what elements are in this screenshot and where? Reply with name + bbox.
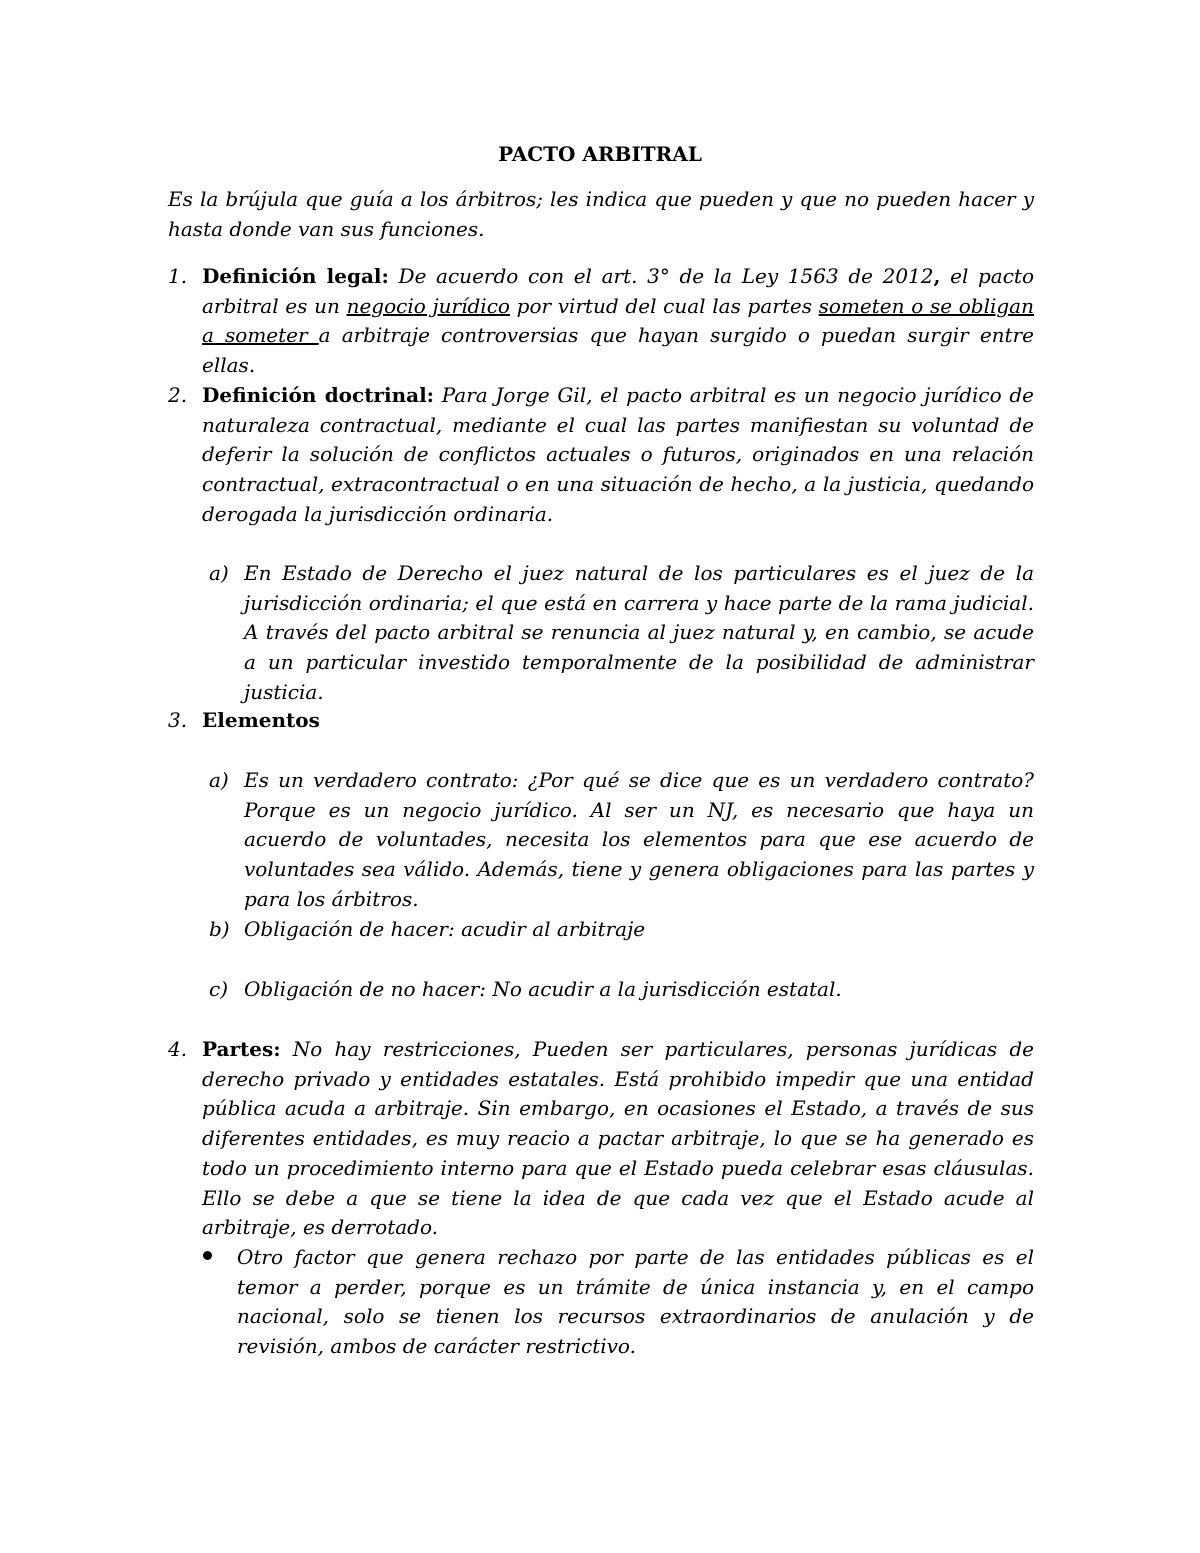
item-2-number: 2. xyxy=(168,383,188,407)
item-2-label: Definición doctrinal: xyxy=(202,383,435,407)
item-3-sub-b-text: Obligación de hacer: acudir al arbitraje xyxy=(244,917,646,941)
item-1-label: Definición legal: xyxy=(202,264,389,288)
item-4-label: Partes: xyxy=(202,1037,281,1061)
item-2-paragraph xyxy=(202,381,1034,530)
item-1-paragraph xyxy=(202,262,1034,381)
item-3-sub-a-text: Es un verdadero contrato: ¿Por qué se dice que es un verdadero contrato? Porque es un negocio jurídico. Al ser un NJ, es necesario que haya un acuerdo de voluntades, necesita los elementos para que ese acuerdo de voluntades sea válido. Además, tiene y genera obligaciones para las partes y para los árbitros. xyxy=(244,768,1034,911)
item-1-underline-someten: someten o se obligan a someter xyxy=(202,293,1034,348)
item-4-bullet-text: Otro factor que genera rechazo por parte de las entidades públicas es el temor a perder, porque es un trámite de única instancia y, en el campo nacional, solo se tienen los recursos extraordinarios de anulación y de revisión, ambos de carácter restrictivo. xyxy=(237,1245,1034,1359)
document-title: PACTO ARBITRAL xyxy=(498,142,702,166)
item-3-number: 3. xyxy=(168,708,188,732)
item-4-text: No hay restricciones, Pueden ser particulares, personas jurídicas de derecho privado y entidades estatales. Está prohibido impedir que una entidad pública acuda a arbitraje. Sin embargo, en ocasiones el Estado, a través de sus diferentes entidades, es muy reacio a pactar arbitraje, lo que se ha generado es todo un procedimiento interno para que el Estado pueda celebrar esas cláusulas. Ello se debe a que se tiene la idea de que cada vez que el Estado acude al arbitraje, es derrotado. xyxy=(202,1037,1034,1240)
item-1-text-a: De acuerdo con el art. 3° de la Ley 1563 de 2012 xyxy=(388,264,934,288)
item-3-sub-b-marker: b) xyxy=(209,917,230,941)
item-3-heading xyxy=(202,706,1034,736)
item-1-text-c: por virtud del cual las partes xyxy=(509,293,819,318)
item-2-text: Para Jorge Gil, el pacto arbitral es un negocio jurídico de naturaleza contractual, mediante el cual las partes manifiestan su voluntad de deferir la solución de conflictos actuales o futuros, originados en una relación contractual, extracontractual o en una situación de hecho, a la justicia, quedando derogada la jurisdicción ordinaria. xyxy=(202,383,1034,526)
item-1-comma: , xyxy=(933,264,941,288)
item-3-sub-c-marker: c) xyxy=(209,977,229,1001)
item-2-sub-a-text: En Estado de Derecho el juez natural de los particulares es el juez de la jurisdicción ordinaria; el que está en carrera y hace parte de la rama judicial. A través del pacto arbitral se renuncia al juez natural y, en cambio, se acude a un particular investido temporalmente de la posibilidad de administrar justicia. xyxy=(244,561,1034,704)
item-3-sub-c-text: Obligación de no hacer: No acudir a la jurisdicción estatal. xyxy=(244,977,842,1001)
item-3-sub-a-marker: a) xyxy=(209,768,229,792)
item-1-text-d: a arbitraje controversias que hayan surgido o puedan surgir entre ellas. xyxy=(202,323,1034,378)
item-4-number: 4. xyxy=(168,1037,188,1061)
item-1-number: 1. xyxy=(168,264,188,288)
bullet-icon xyxy=(203,1251,212,1260)
item-1-text-b: el pacto arbitral es un xyxy=(202,264,1034,318)
item-3-label: Elementos xyxy=(202,708,320,732)
item-4-paragraph xyxy=(202,1035,1034,1243)
intro-paragraph: Es la brújula que guía a los árbitros; les indica que pueden y que no pueden hacer y hasta donde van sus funciones. xyxy=(168,187,1034,241)
item-2-sub-a-marker: a) xyxy=(209,561,229,585)
item-1-underline-negocio: negocio jurídico xyxy=(346,293,510,318)
